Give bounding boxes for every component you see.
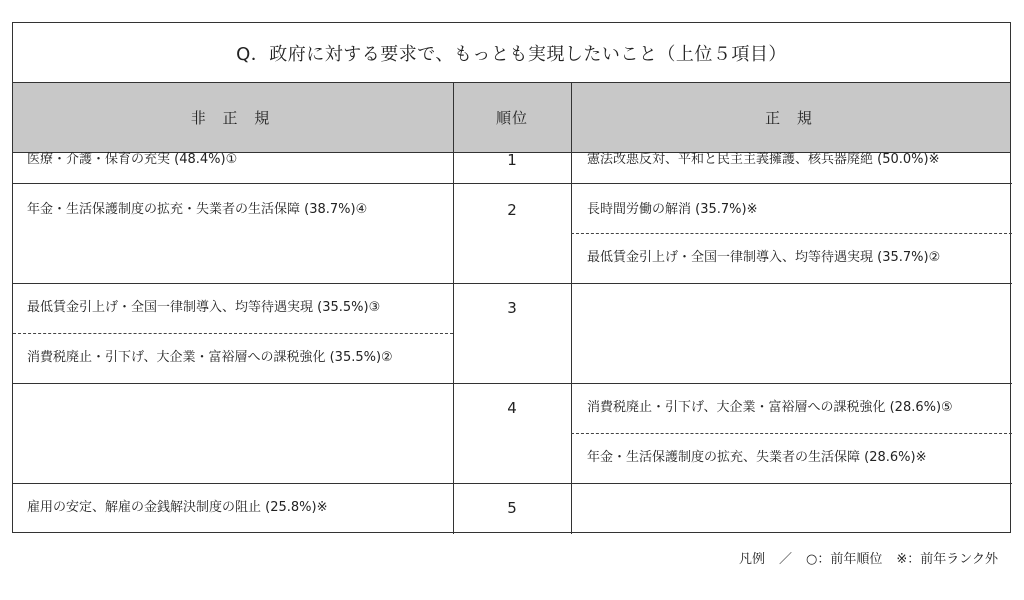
row-divider	[13, 183, 1012, 184]
legend-circle-note: ○：前年順位	[806, 552, 883, 567]
sub-divider	[13, 333, 453, 334]
table-title: Q．政府に対する要求で、もっとも実現したいこと（上位５項目）	[13, 23, 1010, 83]
rank-number: 3	[507, 299, 517, 317]
legend-asterisk-note: ※：前年ランク外	[896, 552, 998, 567]
non-regular-item: 雇用の安定、解雇の金銭解決制度の阻止 (25.8%)※	[27, 500, 328, 515]
header-non-regular: 非 正 規	[190, 109, 276, 127]
column-divider-right	[571, 83, 572, 534]
non-regular-item: 消費税廃止・引下げ、大企業・富裕層への課税強化 (35.5%)②	[27, 350, 393, 365]
row-divider	[13, 283, 1012, 284]
sub-divider	[571, 233, 1012, 234]
header-rank: 順位	[495, 109, 528, 127]
non-regular-item: 年金・生活保護制度の拡充・失業者の生活保障 (38.7%)④	[27, 202, 368, 217]
legend-label: 凡例	[738, 552, 765, 567]
header-row	[13, 83, 1010, 153]
survey-table	[12, 22, 1011, 533]
regular-item: 最低賃金引上げ・全国一律制導入、均等待遇実現 (35.7%)②	[587, 250, 941, 265]
regular-item: 憲法改悪反対、平和と民主主義擁護、核兵器廃絶 (50.0%)※	[587, 152, 940, 167]
regular-item: 消費税廃止・引下げ、大企業・富裕層への課税強化 (28.6%)⑤	[587, 400, 953, 415]
regular-item: 年金・生活保護制度の拡充、失業者の生活保障 (28.6%)※	[587, 450, 927, 465]
legend-separator: ／	[779, 552, 793, 567]
row-divider	[13, 483, 1012, 484]
header-regular: 正 規	[765, 109, 818, 127]
rank-number: 1	[507, 151, 517, 169]
non-regular-item: 医療・介護・保育の充実 (48.4%)①	[27, 152, 238, 167]
row-divider	[13, 383, 1012, 384]
sub-divider	[571, 433, 1012, 434]
non-regular-item: 最低賃金引上げ・全国一律制導入、均等待遇実現 (35.5%)③	[27, 300, 381, 315]
legend	[739, 548, 998, 567]
rank-number: 2	[507, 201, 517, 219]
regular-item: 長時間労働の解消 (35.7%)※	[587, 202, 758, 217]
rank-number: 5	[507, 499, 517, 517]
rank-number: 4	[507, 399, 517, 417]
